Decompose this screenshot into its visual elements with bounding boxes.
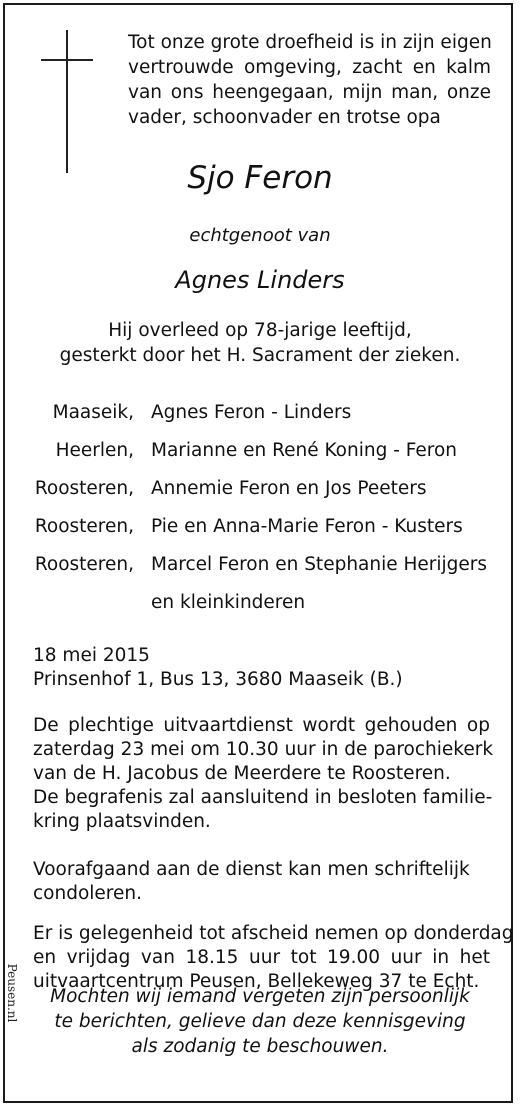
service-line: kring plaatsvinden. <box>33 811 211 832</box>
family-names: Agnes Feron - Linders <box>151 402 352 423</box>
intro-text <box>128 30 491 130</box>
cross-vertical-bar <box>66 30 68 173</box>
death-info-line: gesterkt door het H. Sacrament der zieken. <box>59 345 461 366</box>
family-place: Heerlen, <box>55 440 134 461</box>
service-line: zaterdag 23 mei om 10.30 uur in de parochiekerk <box>33 739 494 760</box>
family-place: Roosteren, <box>34 516 134 537</box>
family-names: Marcel Feron en Stephanie Herijgers <box>151 554 488 575</box>
spouse-label: echtgenoot van <box>189 225 331 246</box>
family-names: Pie en Anna-Marie Feron - Kusters <box>151 516 463 537</box>
address-block <box>33 644 490 692</box>
closing-note <box>0 984 520 1059</box>
intro-line: vertrouwde omgeving, zacht en kalm <box>128 57 491 78</box>
notice-date: 18 mei 2015 <box>33 645 150 666</box>
family-place: Maaseik, <box>52 402 134 423</box>
condolence-info <box>33 858 490 906</box>
death-info <box>0 318 520 368</box>
service-info <box>33 714 494 834</box>
intro-line: Tot onze grote droefheid is in zijn eigen <box>128 32 492 53</box>
farewell-line: uitvaartcentrum Peusen, Bellekeweg 37 te Echt. <box>33 971 480 992</box>
intro-line: vader, schoonvader en trotse opa <box>128 107 441 128</box>
cross-horizontal-bar <box>41 59 93 61</box>
condolence-line: condoleren. <box>33 883 142 904</box>
service-line: De plechtige uitvaartdienst wordt gehouden op <box>33 715 490 736</box>
intro-line: van ons heengegaan, mijn man, onze <box>128 82 491 103</box>
condolence-line: Voorafgaand aan de dienst kan men schriftelijk <box>33 859 470 880</box>
closing-line: als zodanig te beschouwen. <box>131 1036 389 1057</box>
home-address: Prinsenhof 1, Bus 13, 3680 Maaseik (B.) <box>33 669 403 690</box>
closing-line: Mochten wij iemand vergeten zijn persoonlijk <box>50 986 470 1007</box>
farewell-line: en vrijdag van 18.15 uur tot 19.00 uur in het <box>33 947 490 968</box>
family-place: Roosteren, <box>34 478 134 499</box>
closing-line: te berichten, gelieve dan deze kennisgeving <box>54 1011 466 1032</box>
deceased-name: Sjo Feron <box>187 160 333 196</box>
service-line: De begrafenis zal aansluitend in besloten familie- <box>33 787 493 808</box>
publisher-credit: Peusen.nl <box>5 963 19 1023</box>
family-place: Roosteren, <box>34 554 134 575</box>
service-line: van de H. Jacobus de Meerdere te Roosteren. <box>33 763 451 784</box>
family-names: Marianne en René Koning - Feron <box>151 440 458 461</box>
farewell-line: Er is gelegenheid tot afscheid nemen op donderdag <box>33 923 514 944</box>
family-names: en kleinkinderen <box>151 592 306 613</box>
spouse-name: Agnes Linders <box>175 266 345 294</box>
family-names: Annemie Feron en Jos Peeters <box>151 478 427 499</box>
death-info-line: Hij overleed op 78-jarige leeftijd, <box>108 320 412 341</box>
